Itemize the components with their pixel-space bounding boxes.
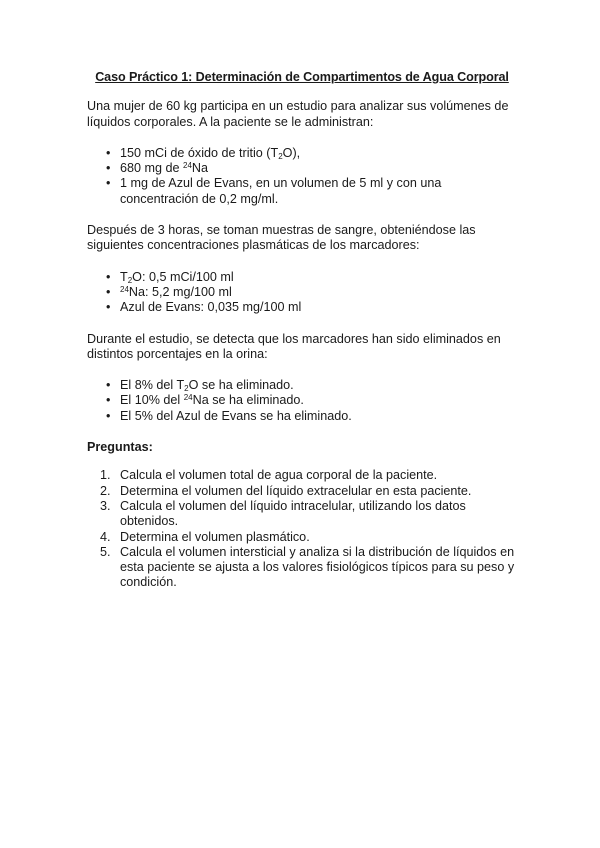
document-title: Caso Práctico 1: Determinación de Compartimentos de Agua Corporal bbox=[95, 70, 509, 84]
after-paragraph: Después de 3 horas, se toman muestras de sangre, obteniéndose las siguientes concentraciones plasmáticas de los marcadores: bbox=[87, 223, 476, 253]
list-item: • El 8% del $T_2O$ se ha eliminado. bbox=[106, 378, 517, 393]
list-item: • $T_2O$: 0,5 mCi/100 ml bbox=[106, 270, 517, 285]
question-item bbox=[100, 499, 517, 530]
question-item bbox=[100, 484, 517, 499]
list-item: • 680 mg de $^{24}$Na bbox=[106, 161, 517, 176]
list-item: • $^{24}$Na: 5,2 mg/100 ml bbox=[106, 285, 517, 300]
during-paragraph: Durante el estudio, se detecta que los marcadores han sido eliminados en distintos porcentajes en la orina: bbox=[87, 331, 501, 361]
concentrations-list bbox=[87, 270, 517, 316]
document-page bbox=[87, 70, 517, 591]
intro-paragraph: Una mujer de 60 kg participa en un estudio para analizar sus volúmenes de líquidos corporales. A la paciente se le administran: bbox=[87, 99, 509, 129]
questions-list bbox=[87, 468, 517, 590]
question-text: Determina el volumen del líquido extracelular en esta paciente. bbox=[120, 483, 472, 498]
administered-list bbox=[87, 146, 517, 207]
question-text: Calcula el volumen total de agua corporal de la paciente. bbox=[120, 468, 438, 483]
eliminated-list bbox=[87, 378, 517, 424]
question-text: Calcula el volumen intersticial y analiza si la distribución de líquidos en esta paciente se ajusta a los valores fisiológicos típicos para su peso y condición. bbox=[120, 544, 515, 590]
questions-heading: Preguntas: bbox=[87, 440, 153, 455]
list-item: • 150 mCi de óxido de tritio $(T_2O)$, bbox=[106, 146, 517, 161]
question-number: 2. bbox=[100, 483, 111, 498]
list-item: • El 5% del Azul de Evans se ha eliminado. bbox=[106, 409, 517, 424]
question-text: Determina el volumen plasmático. bbox=[120, 529, 310, 544]
list-item: • El 10% del $^{24}$Na se ha eliminado. bbox=[106, 393, 517, 408]
question-item bbox=[100, 530, 517, 545]
question-text: Calcula el volumen del líquido intracelular, utilizando los datos obtenidos. bbox=[120, 498, 466, 529]
list-item: • Azul de Evans: 0,035 mg/100 ml bbox=[106, 300, 517, 315]
question-number: 3. bbox=[100, 498, 111, 513]
question-item bbox=[100, 468, 517, 483]
question-item bbox=[100, 545, 517, 591]
question-number: 5. bbox=[100, 544, 111, 559]
question-number: 4. bbox=[100, 529, 111, 544]
question-number: 1. bbox=[100, 468, 111, 483]
list-item: • 1 mg de Azul de Evans, en un volumen de 5 ml y con una concentración de 0,2 mg/ml. bbox=[106, 176, 517, 207]
